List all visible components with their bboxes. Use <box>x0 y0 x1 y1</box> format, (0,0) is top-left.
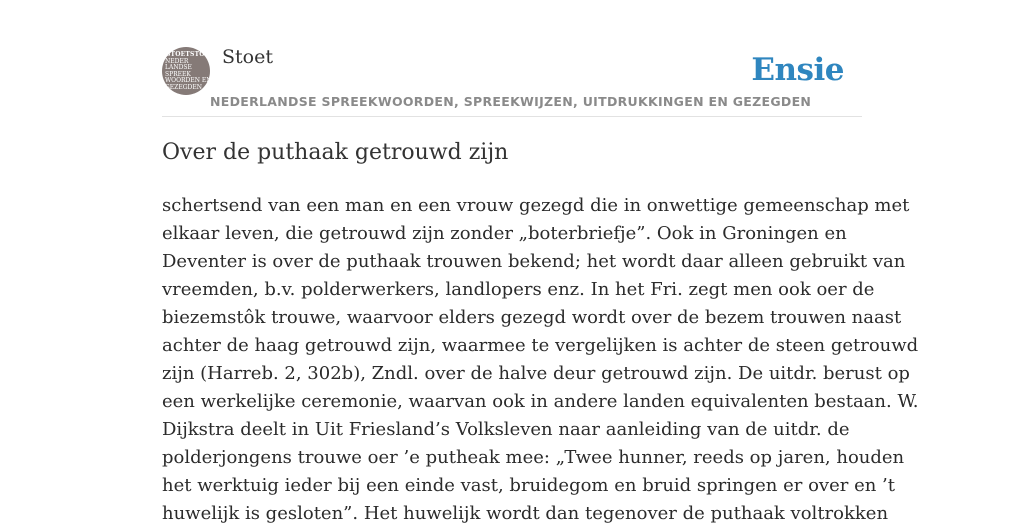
page <box>162 0 919 524</box>
avatar-text: STOETSTOET <box>166 51 215 58</box>
avatar-text: SPREEK <box>165 70 191 78</box>
ensie-logo[interactable]: Ensie <box>751 52 844 88</box>
author-name[interactable]: Stoet <box>222 46 273 68</box>
avatar-text: WOORDEN EN <box>165 77 212 84</box>
entry-title: Over de puthaak getrouwd zijn <box>162 140 509 165</box>
source-subtitle[interactable]: NEDERLANDSE SPREEKWOORDEN, SPREEKWIJZEN, UITDRUKKINGEN EN GEZEGDEN <box>210 94 812 109</box>
body-line: elkaar leven, die getrouwd zijn zonder „boterbriefje”. Ook in Groningen en <box>162 223 847 244</box>
body-line: polderjongens trouwe oer ’e putheak mee: „Twee hunner, reeds op jaren, houden <box>162 447 905 468</box>
body-line: schertsend van een man en een vrouw gezegd die in onwettige gemeenschap met <box>162 195 910 216</box>
body-line: Dijkstra deelt in Uit Friesland’s Volksleven naar aanleiding van de uitdr. de <box>162 419 850 440</box>
body-line: huwelijk is gesloten”. Het huwelijk wordt dan tegenover de puthaak voltrokken <box>162 503 889 524</box>
avatar-text: NEDER <box>165 57 189 65</box>
avatar[interactable] <box>162 47 215 95</box>
body-line: zijn (Harreb. 2, 302b), Zndl. over de halve deur getrouwd zijn. De uitdr. berust op <box>162 363 910 384</box>
body-line: Deventer is over de puthaak trouwen bekend; het wordt daar alleen gebruikt van <box>162 251 906 272</box>
body-line: biezemstôk trouwe, waarvoor elders gezegd wordt over de bezem trouwen naast <box>162 307 902 328</box>
body-line: een werkelijke ceremonie, waarvan ook in andere landen equivalenten bestaan. W. <box>162 391 919 412</box>
avatar-text: GEZEGDEN <box>165 83 202 91</box>
entry-body <box>162 192 919 528</box>
body-line: vreemden, b.v. polderwerkers, landlopers enz. In het Fri. zegt men ook oer de <box>162 279 875 300</box>
header <box>162 0 862 117</box>
body-line: het werktuig ieder bij een einde vast, bruidegom en bruid springen er over en ’t <box>162 475 895 496</box>
avatar-text: LANDSE <box>165 64 192 71</box>
body-line: achter de haag getrouwd zijn, waarmee te vergelijken is achter de steen getrouwd <box>162 335 919 356</box>
